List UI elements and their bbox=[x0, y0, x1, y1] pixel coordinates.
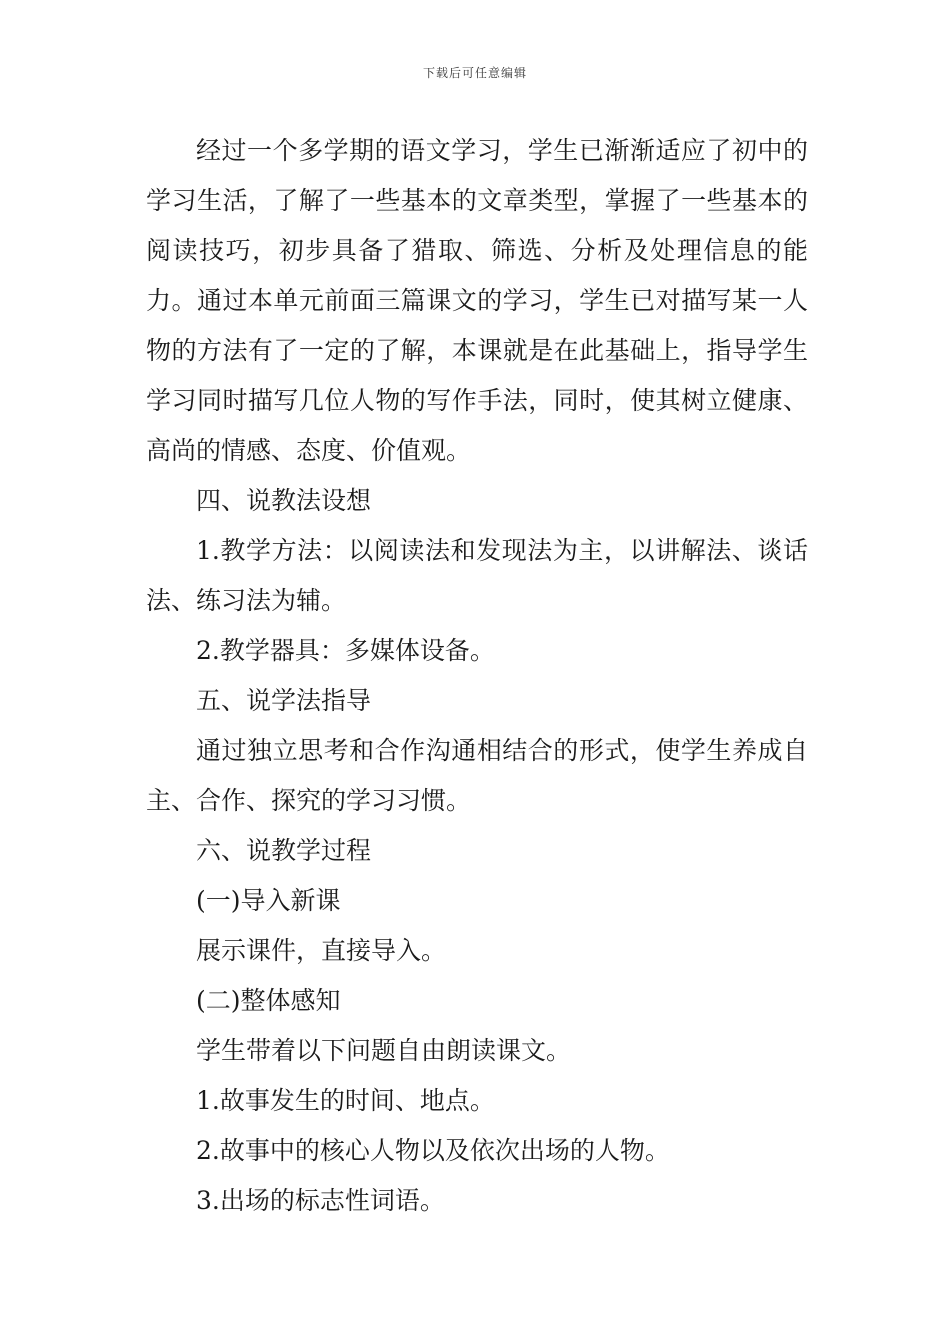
paragraph-introduction: 展示课件，直接导入。 bbox=[196, 936, 447, 965]
subheading-introduction: (一)导入新课 bbox=[196, 886, 341, 915]
list-item-question-2: 2.故事中的核心人物以及依次出场的人物。 bbox=[196, 1136, 670, 1165]
document-body bbox=[146, 126, 808, 1226]
paragraph-teaching-method-1: 1.教学方法：以阅读法和发现法为主，以讲解法、谈话法、练习法为辅。 bbox=[146, 536, 808, 615]
paragraph-reading-task: 学生带着以下问题自由朗读课文。 bbox=[196, 1036, 572, 1065]
paragraph-learning-guidance: 通过独立思考和合作沟通相结合的形式，使学生养成自主、合作、探究的学习习惯。 bbox=[146, 736, 808, 815]
list-item-question-1: 1.故事发生的时间、地点。 bbox=[196, 1086, 495, 1115]
paragraph-analysis: 经过一个多学期的语文学习，学生已渐渐适应了初中的学习生活，了解了一些基本的文章类型，掌握了一些基本的阅读技巧，初步具备了猎取、筛选、分析及处理信息的能力。通过本单元前面三篇课文的学习，学生已对描写某一人物的方法有了一定的了解，本课就是在此基础上，指导学生学习同时描写几位人物的写作手法，同时，使其树立健康、高尚的情感、态度、价值观。 bbox=[146, 136, 808, 465]
heading-teaching-process: 六、说教学过程 bbox=[196, 836, 372, 865]
paragraph-teaching-method-2: 2.教学器具：多媒体设备。 bbox=[196, 636, 495, 665]
page-header: 下载后可任意编辑 bbox=[422, 66, 527, 80]
heading-learning-guidance: 五、说学法指导 bbox=[196, 686, 372, 715]
subheading-overall-perception: (二)整体感知 bbox=[196, 986, 341, 1015]
heading-teaching-methods: 四、说教法设想 bbox=[196, 486, 372, 515]
list-item-question-3: 3.出场的标志性词语。 bbox=[196, 1186, 445, 1215]
